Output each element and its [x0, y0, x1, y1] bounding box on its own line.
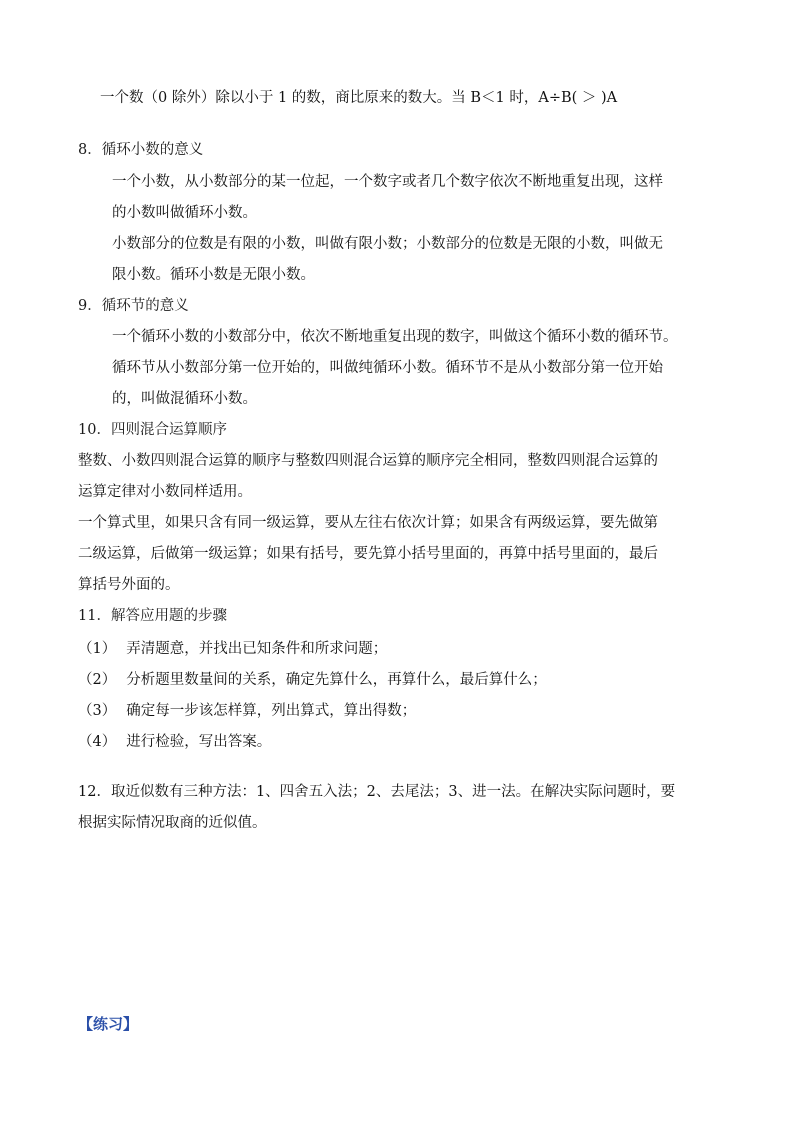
s8-p1-line2: 的小数叫做循环小数。: [112, 205, 257, 221]
s9-p2-line2: 的，叫做混循环小数。: [112, 391, 257, 407]
step-4: [78, 732, 271, 752]
step-text: 确定每一步该怎样算，列出算式，算出得数；: [126, 703, 417, 719]
step-text: 分析题里数量间的关系，确定先算什么，再算什么，最后算什么；: [126, 672, 547, 688]
s10-p1-line2: 运算定律对小数同样适用。: [78, 484, 252, 500]
intro-line: 一个数（0 除外）除以小于 1 的数，商比原来的数大。当 B＜1 时，A÷B( ＞ )A: [100, 90, 618, 106]
step-2: [78, 670, 547, 690]
s9-p1: 一个循环小数的小数部分中，依次不断地重复出现的数字，叫做这个循环小数的循环节。: [112, 329, 678, 345]
step-number: （4）: [78, 734, 117, 750]
step-number: （2）: [78, 672, 117, 688]
section-9-heading: 9．循环节的意义: [78, 298, 189, 314]
s10-p2-line1: 一个算式里，如果只含有同一级运算，要从左往右依次计算；如果含有两级运算，要先做第: [78, 515, 658, 531]
s10-p2-line2: 二级运算，后做第一级运算；如果有括号，要先算小括号里面的，再算中括号里面的，最后: [78, 546, 658, 562]
step-number: （1）: [78, 641, 117, 657]
s8-p2-line2: 限小数。循环小数是无限小数。: [112, 267, 315, 283]
section-12-line2: 根据实际情况取商的近似值。: [78, 815, 267, 831]
s8-p2-line1: 小数部分的位数是有限的小数，叫做有限小数；小数部分的位数是无限的小数，叫做无: [112, 236, 663, 252]
section-11-heading: 11．解答应用题的步骤: [78, 608, 227, 624]
s10-p1-line1: 整数、小数四则混合运算的顺序与整数四则混合运算的顺序完全相同，整数四则混合运算的: [78, 453, 658, 469]
step-number: （3）: [78, 703, 117, 719]
step-text: 进行检验，写出答案。: [126, 734, 272, 750]
step-3: [78, 701, 416, 721]
s9-p2-line1: 循环节从小数部分第一位开始的，叫做纯循环小数。循环节不是从小数部分第一位开始: [112, 360, 663, 376]
step-1: [78, 639, 387, 659]
s8-p1-line1: 一个小数，从小数部分的某一位起，一个数字或者几个数字依次不断地重复出现，这样: [112, 174, 663, 190]
section-10-heading: 10．四则混合运算顺序: [78, 422, 227, 438]
section-12-line1: 12．取近似数有三种方法：1、四舍五入法；2、去尾法；3、进一法。在解决实际问题时，要: [78, 784, 676, 800]
section-8-heading: 8．循环小数的意义: [78, 142, 204, 158]
s10-p2-line3: 算括号外面的。: [78, 577, 180, 593]
practice-label: 【练习】: [78, 1015, 139, 1033]
step-text: 弄清题意，并找出已知条件和所求问题；: [126, 641, 388, 657]
